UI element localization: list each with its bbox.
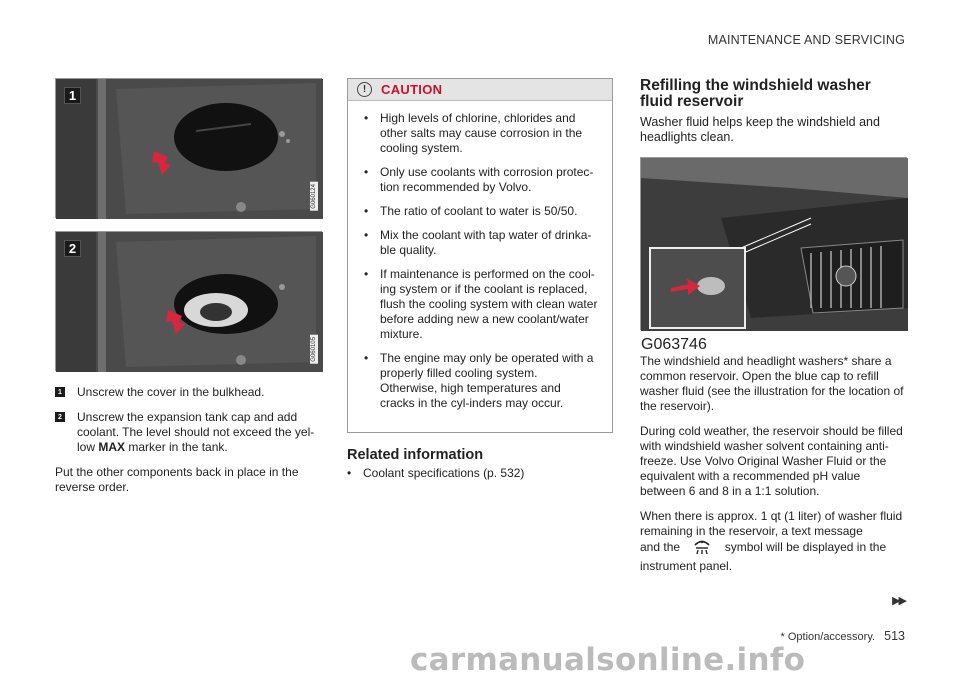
section-heading: Refilling the windshield washer fluid reservoir xyxy=(640,77,871,110)
step-text-part: Unscrew the expansion tank cap and add coolant. The level should not exceed the yel-low xyxy=(77,410,315,454)
step-text xyxy=(77,410,322,455)
figure-code: G060105 xyxy=(311,337,317,362)
related-link-item[interactable] xyxy=(347,466,613,481)
caution-header xyxy=(348,79,612,101)
washer-paragraph-3-cont xyxy=(640,539,907,574)
list-item xyxy=(364,111,598,156)
caution-item-text: Mix the coolant with tap water of drinka-ble quality. xyxy=(380,228,592,257)
page-header-title: MAINTENANCE AND SERVICING xyxy=(707,33,905,47)
bulkhead-illustration xyxy=(56,79,323,219)
text-part: symbol will be displayed in the instrument panel. xyxy=(640,540,887,573)
caution-item-text: If maintenance is performed on the cool-ing system or if the coolant is replaced, flush the cooling system with clean water before adding new a new coolant/water mixture. xyxy=(380,267,598,341)
step-number-badge: 1 xyxy=(55,387,65,397)
step-item xyxy=(55,410,322,455)
exclamation-icon: ! xyxy=(357,82,372,97)
left-column xyxy=(55,78,322,505)
caution-item-text: The ratio of coolant to water is 50/50. xyxy=(380,204,578,218)
washer-reservoir-photo xyxy=(640,157,907,353)
related-link[interactable]: Coolant specifications (p. 532) xyxy=(363,466,525,480)
reassemble-paragraph: Put the other components back in place in the reverse order. xyxy=(55,465,299,494)
figure-code: G060124 xyxy=(311,184,317,209)
list-item xyxy=(364,267,598,342)
list-item xyxy=(364,228,598,258)
expansion-tank-photo xyxy=(55,231,322,371)
step-item xyxy=(55,385,322,400)
expansion-tank-illustration xyxy=(56,232,323,372)
bullet-icon: • xyxy=(364,228,369,242)
washer-paragraph-2: During cold weather, the reservoir should be filled with windshield washer solvent containing anti-freeze. Use Volvo Original Washer Fluid or the equivalent with a recommended pH value between 6 and 8 in a 1:1 solution. xyxy=(640,424,903,498)
washer-paragraph-1: The windshield and headlight washers* share a common reservoir. Open the blue cap to refill washer fluid (see the illustration for the location of the reservoir). xyxy=(640,354,904,413)
page-footer xyxy=(781,629,905,643)
page-number: 513 xyxy=(884,629,905,643)
caution-item-text: The engine may only be operated with a properly filled cooling system. Otherwise, high temperatures and cracks in the cyl-inders may occur. xyxy=(380,351,594,410)
bullet-icon: • xyxy=(364,204,369,218)
engine-bay-illustration xyxy=(641,158,908,331)
washer-fluid-icon xyxy=(683,539,721,559)
washer-fluid-icon-glyph xyxy=(693,539,711,555)
bullet-icon: • xyxy=(364,267,369,281)
related-info-heading: Related information xyxy=(347,447,484,463)
step-text-part: marker in the tank. xyxy=(125,440,228,454)
section-lede: Washer fluid helps keep the windshield and headlights clean. xyxy=(640,115,880,144)
bullet-icon: • xyxy=(364,351,369,365)
caution-list xyxy=(348,101,612,411)
next-page-arrow-icon[interactable]: ▶▶ xyxy=(892,595,905,607)
middle-column xyxy=(347,78,613,490)
list-item xyxy=(364,165,598,195)
figure-code: G063746 xyxy=(641,336,707,353)
list-item xyxy=(364,204,598,219)
bulkhead-cover-photo xyxy=(55,78,322,218)
figure-marker-1: 1 xyxy=(64,87,81,104)
text-part: and the xyxy=(640,540,681,554)
bullet-icon: • xyxy=(364,165,369,179)
watermark: carmanualsonline.info xyxy=(410,642,806,678)
washer-paragraph-3 xyxy=(640,509,907,539)
list-item xyxy=(364,351,598,411)
caution-item-text: Only use coolants with corrosion protec-tion recommended by Volvo. xyxy=(380,165,594,194)
bullet-icon: • xyxy=(364,111,369,125)
bullet-icon: • xyxy=(347,466,352,480)
footnote: * Option/accessory. xyxy=(780,631,876,643)
washer-paragraph-3-text: When there is approx. 1 qt (1 liter) of washer fluid remaining in the reservoir, a text message xyxy=(640,509,903,538)
max-marker-label: MAX xyxy=(98,440,126,454)
figure-marker-2: 2 xyxy=(64,240,81,257)
right-column xyxy=(640,78,907,584)
step-list xyxy=(55,385,322,455)
caution-item-text: High levels of chlorine, chlorides and other salts may cause corrosion in the cooling system. xyxy=(380,111,583,155)
caution-box xyxy=(347,78,613,433)
caution-title: CAUTION xyxy=(381,82,443,97)
step-text: Unscrew the cover in the bulkhead. xyxy=(77,385,265,399)
step-number-badge: 2 xyxy=(55,412,65,422)
